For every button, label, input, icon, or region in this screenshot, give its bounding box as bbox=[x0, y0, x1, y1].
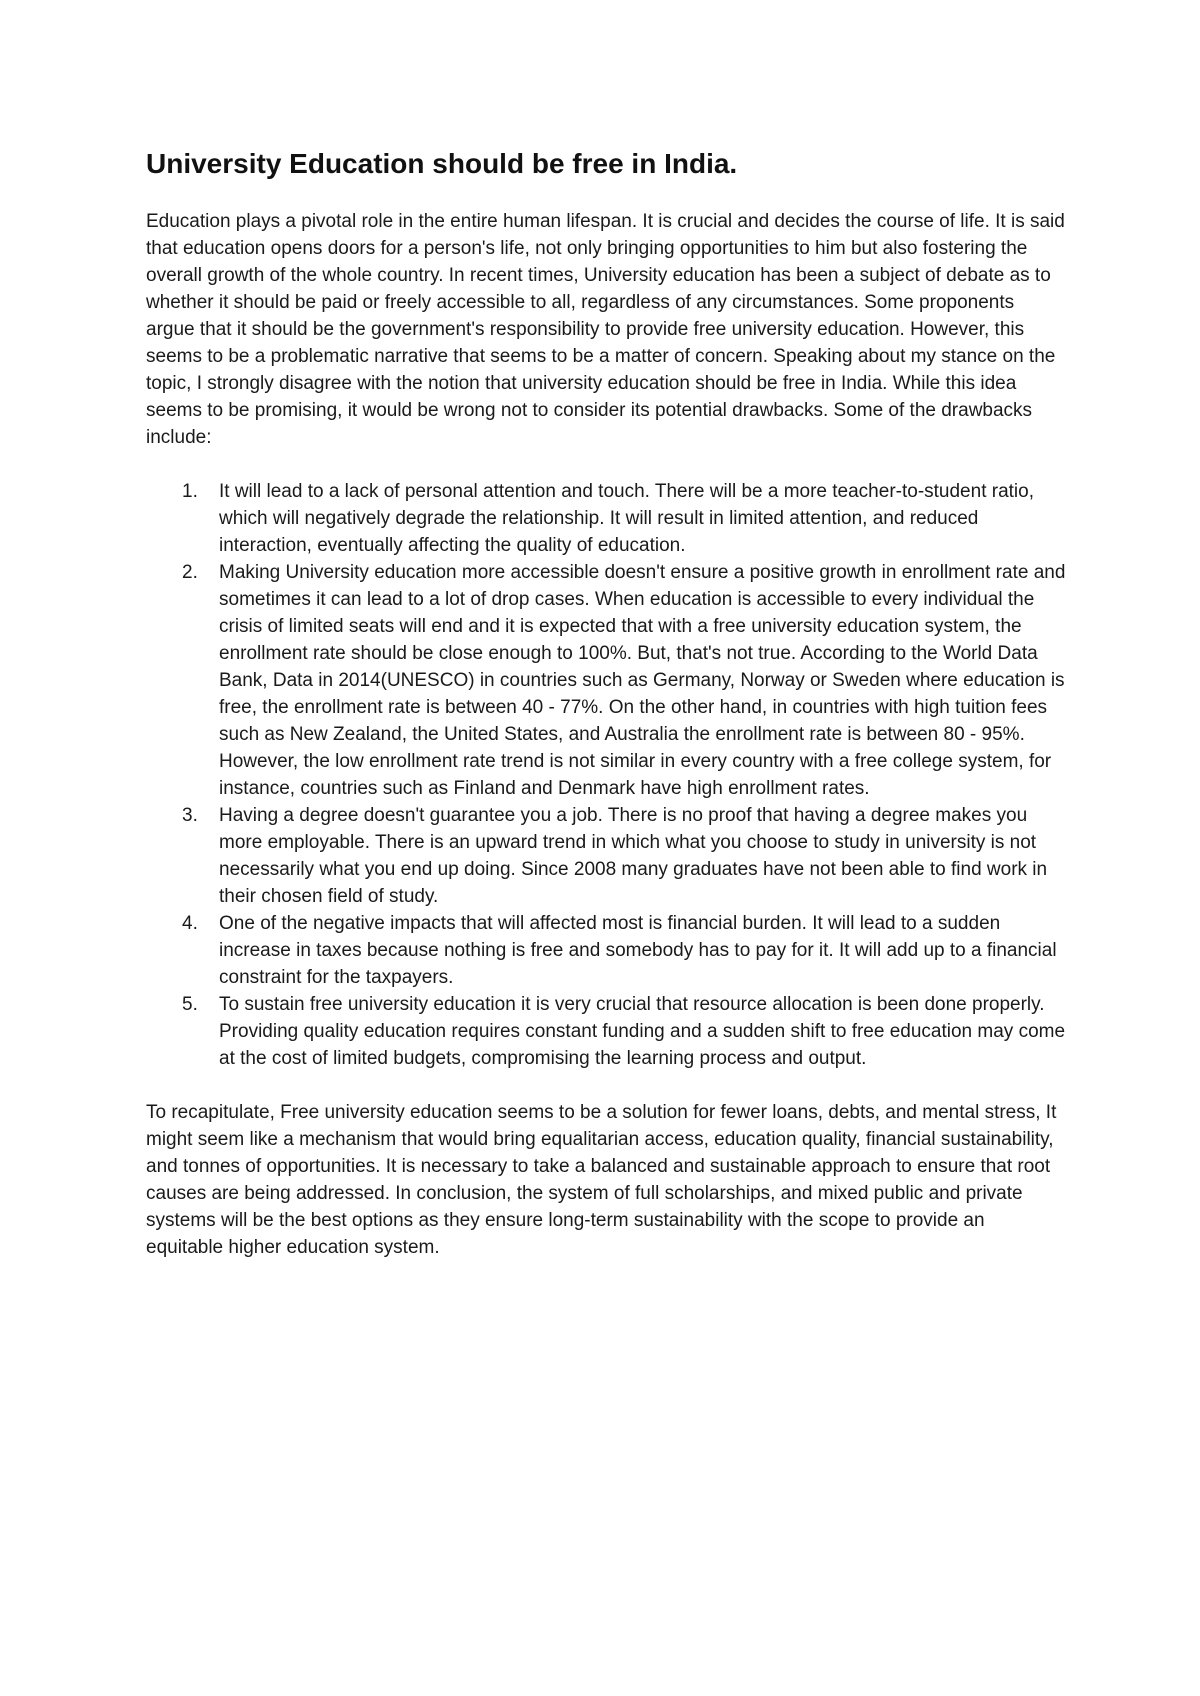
list-item bbox=[146, 559, 1066, 802]
list-item-number: 5. bbox=[182, 994, 198, 1015]
list-item bbox=[146, 991, 1066, 1072]
list-item-number: 1. bbox=[182, 481, 198, 502]
document-title: University Education should be free in India. bbox=[146, 148, 738, 179]
intro-paragraph: Education plays a pivotal role in the entire human lifespan. It is crucial and decides the course of life. It is said that education opens doors for a person's life, not only bringing opportunities to him but also fostering the overall growth of the whole country. In recent times, University education has been a subject of debate as to whether it should be paid or freely accessible to all, regardless of any circumstances. Some proponents argue that it should be the government's responsibility to provide free university education. However, this seems to be a problematic narrative that seems to be a matter of concern. Speaking about my stance on the topic, I strongly disagree with the notion that university education should be free in India. While this idea seems to be promising, it would be wrong not to consider its potential drawbacks. Some of the drawbacks include: bbox=[146, 211, 1065, 448]
document-body bbox=[146, 146, 1066, 1261]
list-item bbox=[146, 478, 1066, 559]
list-item-number: 4. bbox=[182, 913, 198, 934]
list-item-number: 3. bbox=[182, 805, 198, 826]
list-item-text: Making University education more accessible doesn't ensure a positive growth in enrollment rate and sometimes it can lead to a lot of drop cases. When education is accessible to every individual the crisis of limited seats will end and it is expected that with a free university education system, the enrollment rate should be close enough to 100%. But, that's not true. According to the World Data Bank, Data in 2014(UNESCO) in countries such as Germany, Norway or Sweden where education is free, the enrollment rate is between 40 - 77%. On the other hand, in countries with high tuition fees such as New Zealand, the United States, and Australia the enrollment rate is between 80 - 95%. However, the low enrollment rate trend is not similar in every country with a free college system, for instance, countries such as Finland and Denmark have high enrollment rates. bbox=[219, 562, 1066, 799]
list-item bbox=[146, 802, 1066, 910]
list-item-number: 2. bbox=[182, 562, 198, 583]
conclusion-paragraph: To recapitulate, Free university education seems to be a solution for fewer loans, debts, and mental stress, It might seem like a mechanism that would bring equalitarian access, education quality, financial sustainability, and tonnes of opportunities. It is necessary to take a balanced and sustainable approach to ensure that root causes are being addressed. In conclusion, the system of full scholarships, and mixed public and private systems will be the best options as they ensure long-term sustainability with the scope to provide an equitable higher education system. bbox=[146, 1102, 1057, 1258]
list-item-text: One of the negative impacts that will affected most is financial burden. It will lead to a sudden increase in taxes because nothing is free and somebody has to pay for it. It will add up to a financial constraint for the taxpayers. bbox=[219, 913, 1057, 988]
list-item bbox=[146, 910, 1066, 991]
list-item-text: Having a degree doesn't guarantee you a job. There is no proof that having a degree makes you more employable. There is an upward trend in which what you choose to study in university is not necessarily what you end up doing. Since 2008 many graduates have not been able to find work in their chosen field of study. bbox=[219, 805, 1048, 907]
list-item-text: To sustain free university education it is very crucial that resource allocation is been done properly. Providing quality education requires constant funding and a sudden shift to free education may come at the cost of limited budgets, compromising the learning process and output. bbox=[219, 994, 1066, 1069]
list-item-text: It will lead to a lack of personal attention and touch. There will be a more teacher-to-student ratio, which will negatively degrade the relationship. It will result in limited attention, and reduced interaction, eventually affecting the quality of education. bbox=[219, 481, 1034, 556]
drawbacks-list bbox=[146, 478, 1066, 1072]
